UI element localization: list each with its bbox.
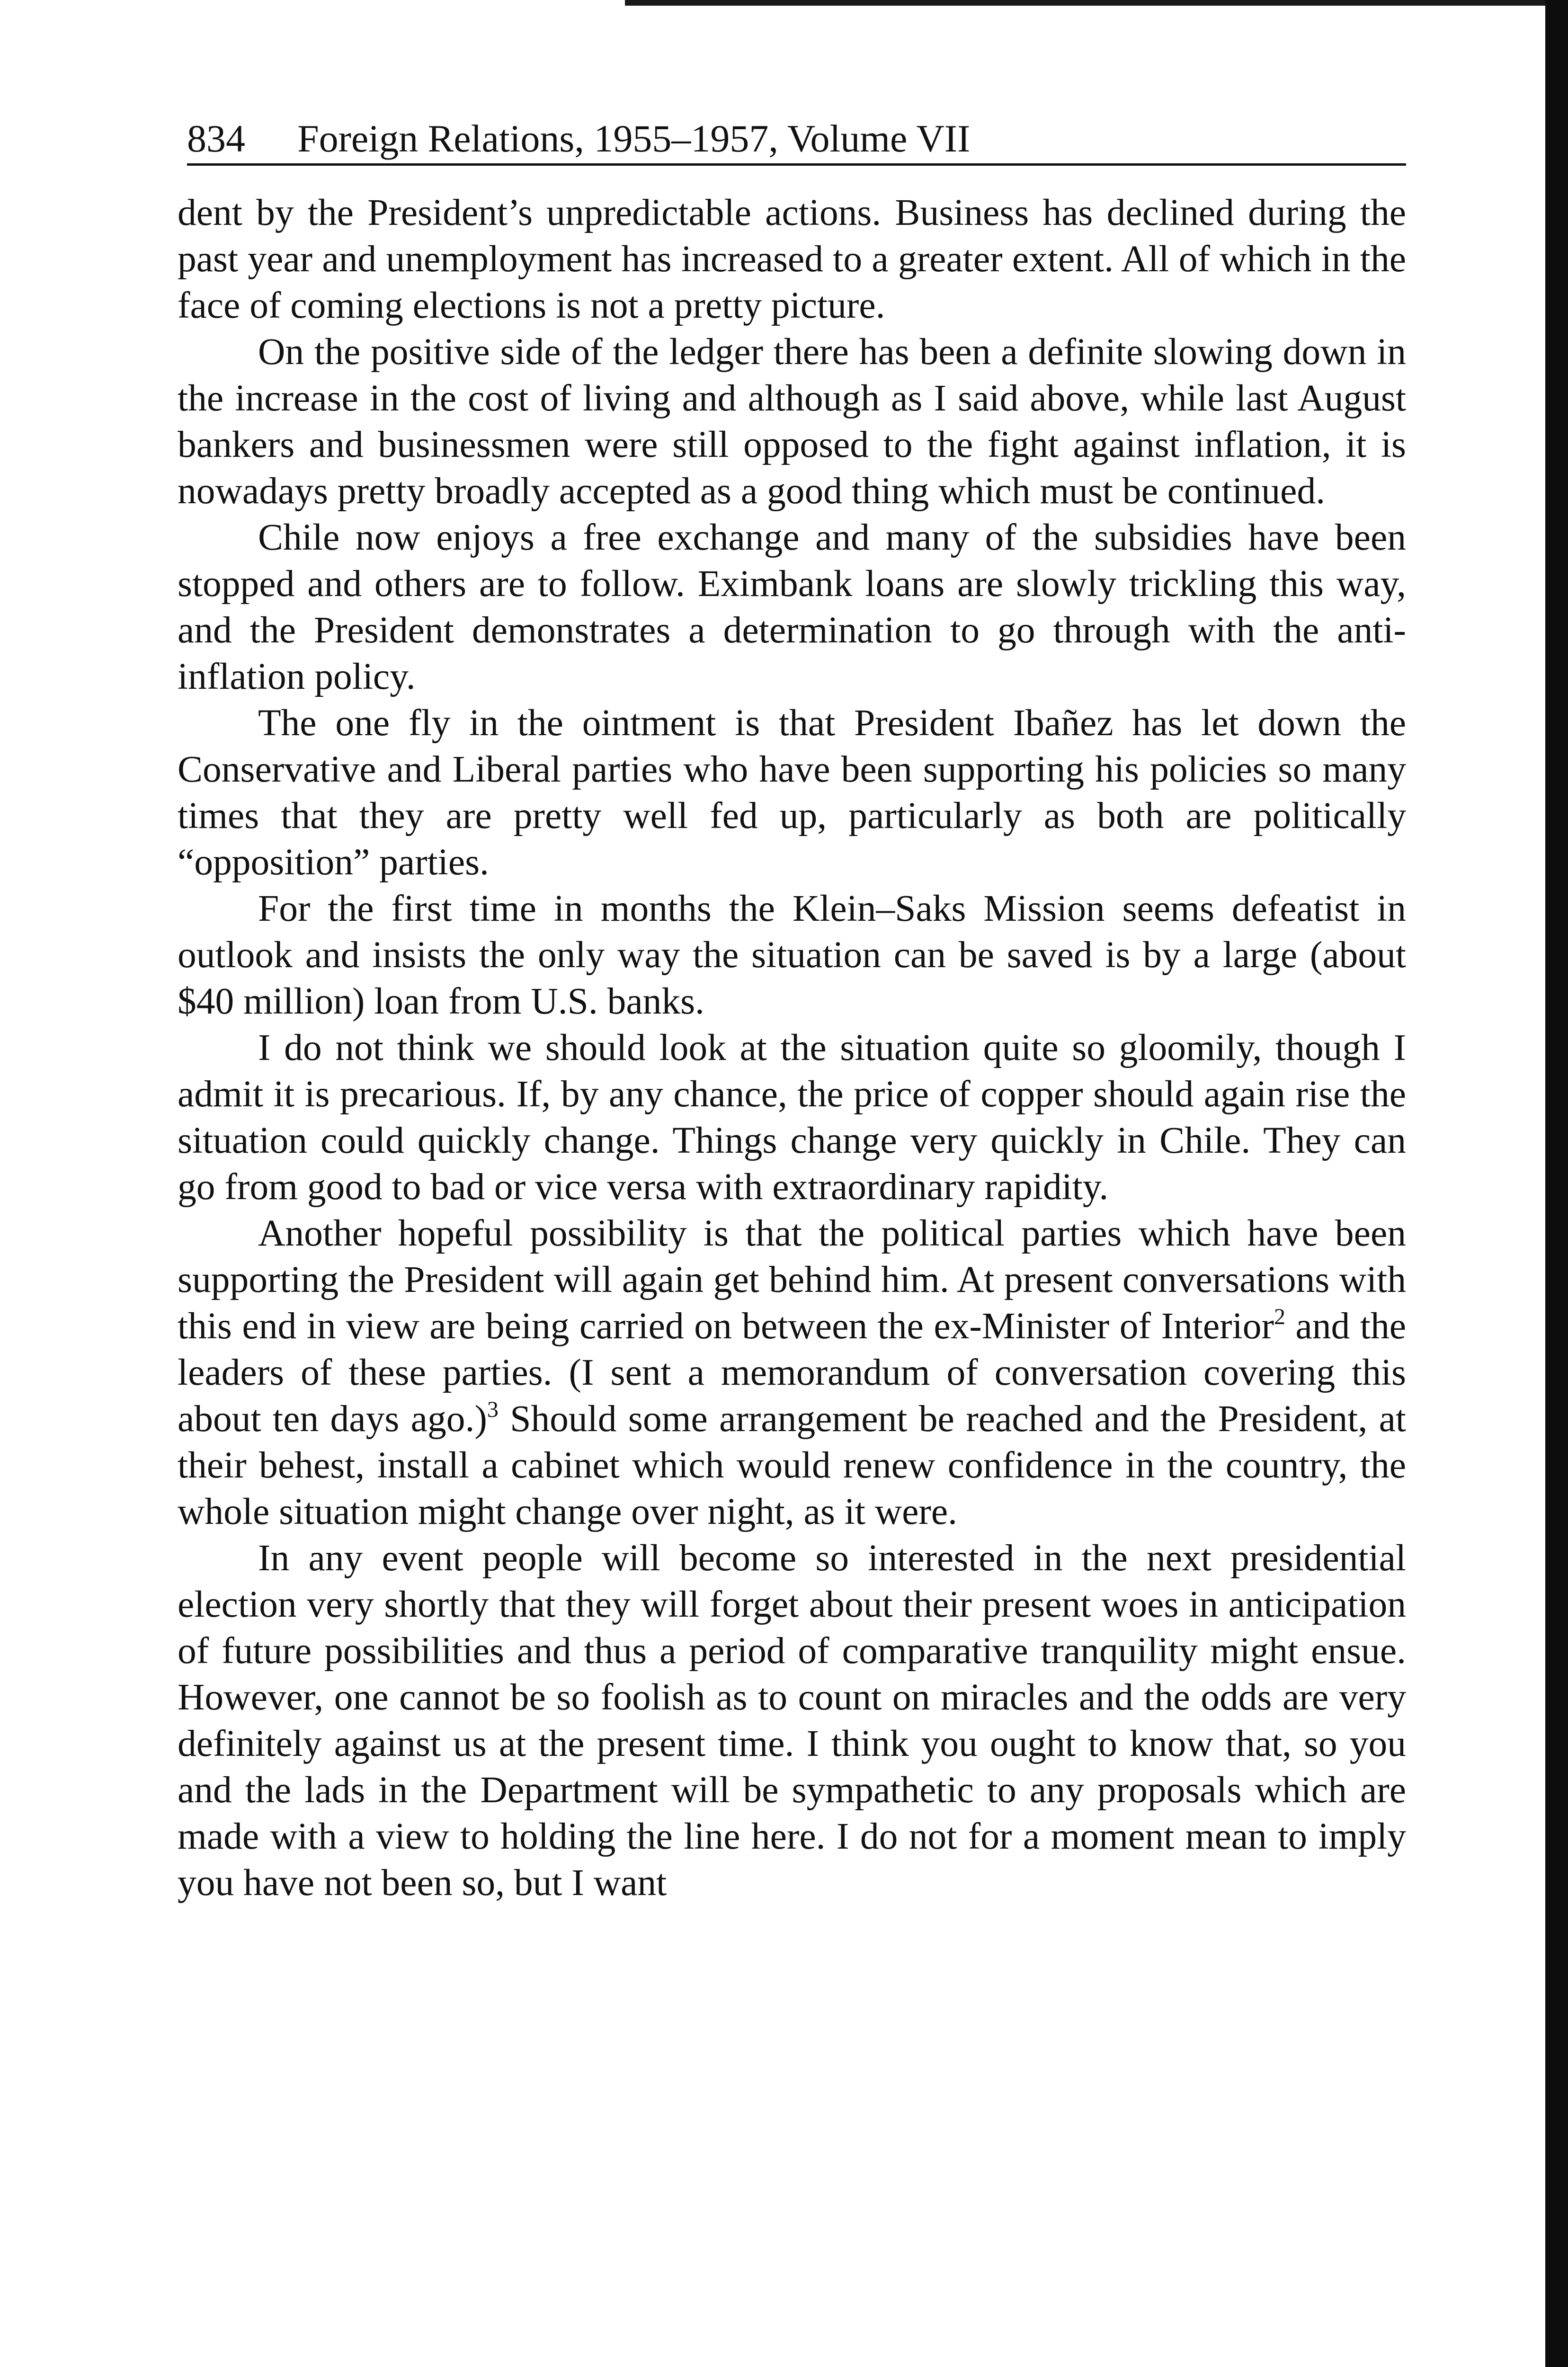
paragraph-3: Chile now enjoys a free exchange and many of the subsidies have been stopped and others are to follow. Eximbank loans are slowly trickling this way, and the President demonstrates a determination to go through with the anti-inflation policy. xyxy=(178,516,1406,697)
paragraph-2: On the positive side of the ledger there has been a definite slowing down in the increase in the cost of living and although as I said above, while last August bankers and businessmen were still opposed to the fight against inflation, it is nowadays pretty broadly accepted as a good thing which must be continued. xyxy=(178,331,1406,512)
document-body xyxy=(178,189,1406,1906)
scan-edge-right xyxy=(1545,0,1568,2367)
running-header xyxy=(187,114,1406,166)
paragraph-6: I do not think we should look at the situation quite so gloomily, though I admit it is precarious. If, by any chance, the price of copper should again rise the situation could quickly change. Things change very quickly in Chile. They can go from good to bad or vice versa with extraordinary rapidity. xyxy=(178,1027,1406,1208)
paragraph-4: The one fly in the ointment is that President Ibañez has let down the Conservative and Liberal parties who have been supporting his policies so many times that they are pretty well fed up, particularly as both are politically “opposition” parties. xyxy=(178,702,1406,883)
page-number: 834 xyxy=(187,117,245,160)
paragraph-7 xyxy=(178,1210,1406,1535)
scan-edge-top xyxy=(625,0,1568,6)
paragraph-8: In any event people will become so interested in the next presidential election very shortly that they will forget about their present woes in anticipation of future possibilities and thus a period of comparative tranquility might ensue. However, one cannot be so foolish as to count on miracles and the odds are very definitely against us at the present time. I think you ought to know that, so you and the lads in the Department will be sympathetic to any proposals which are made with a view to holding the line here. I do not for a moment mean to imply you have not been so, but I want xyxy=(178,1537,1406,1904)
paragraph-1: dent by the President’s unpredictable actions. Business has declined during the past year and unemployment has increased to a greater extent. All of which in the face of coming elections is not a pretty picture. xyxy=(178,192,1406,326)
footnote-ref-3: 3 xyxy=(487,1397,499,1422)
paragraph-5: For the first time in months the Klein–Saks Mission seems defeatist in outlook and insists the only way the situation can be saved is by a large (about $40 million) loan from U.S. banks. xyxy=(178,888,1406,1022)
footnote-ref-2: 2 xyxy=(1274,1304,1285,1329)
paragraph-7-text-c: Should some arrangement be reached and the President, at their behest, install a cabinet which would renew confidence in the country, the whole situation might change over night, as it were. xyxy=(178,1398,1406,1532)
paragraph-7-text-a: Another hopeful possibility is that the political parties which have been supporting the President will again get behind him. At present conversations with this end in view are being carried on between the ex-Minister of Interior xyxy=(178,1212,1406,1347)
paragraph-7-text-b: and the leaders of these parties. (I sent a memorandum of conversation covering this about ten days ago.) xyxy=(178,1305,1406,1440)
running-title: Foreign Relations, 1955–1957, Volume VII xyxy=(297,117,971,160)
